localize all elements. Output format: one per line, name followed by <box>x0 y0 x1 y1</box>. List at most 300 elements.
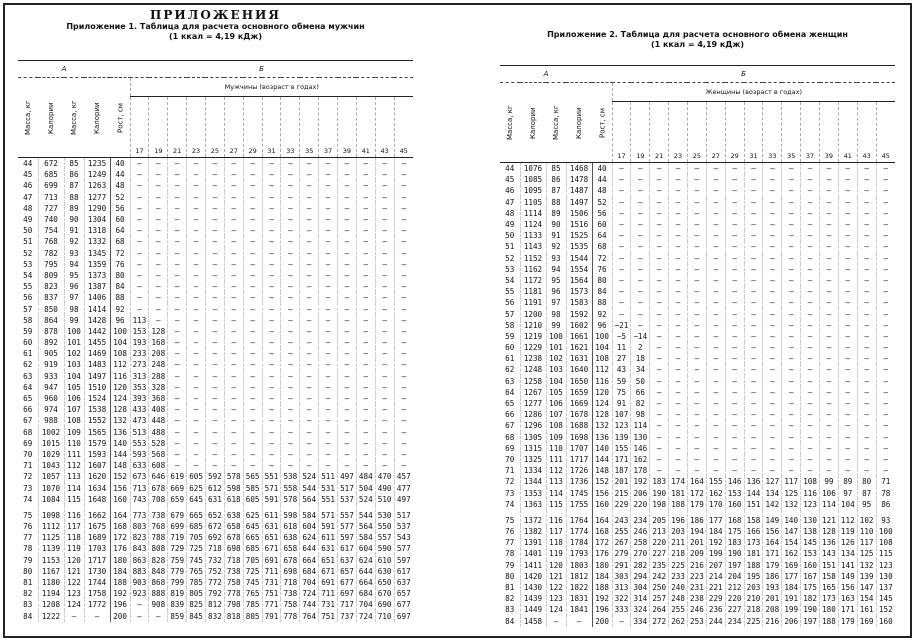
table-cell: 908 <box>149 599 168 610</box>
table-cell: — <box>687 454 706 465</box>
table-cell: 1153 <box>38 555 64 566</box>
table-cell: — <box>300 337 319 348</box>
table-cell: 1248 <box>520 364 546 375</box>
table-cell: — <box>187 292 206 303</box>
table-cell: 207 <box>706 560 725 571</box>
table-cell: — <box>356 158 375 170</box>
table-cell: 670 <box>375 588 394 599</box>
table-cell: 1689 <box>84 532 110 543</box>
table-cell: — <box>838 432 857 443</box>
table-cell: 713 <box>130 482 149 493</box>
table-cell: 117 <box>857 537 876 548</box>
table-cell: — <box>669 297 688 308</box>
table-cell: 44 <box>23 159 33 169</box>
table-cell: — <box>706 253 725 264</box>
table-cell: — <box>857 432 876 443</box>
table-cell: 751 <box>262 588 281 599</box>
table-cell: 172 <box>110 532 130 543</box>
table-cell: — <box>876 174 895 185</box>
table-cell: 123 <box>876 560 895 571</box>
table-cell: — <box>763 163 782 175</box>
table-cell: 151 <box>744 499 763 510</box>
table-cell: — <box>669 342 688 353</box>
table-cell: — <box>801 219 820 230</box>
table-cell: 923 <box>130 588 149 599</box>
table-cell: 56 <box>23 293 33 303</box>
mass-header: Масса, кг <box>500 83 520 163</box>
table-cell: 124 <box>110 393 130 404</box>
table-row <box>18 192 413 203</box>
table-cell: 590 <box>375 543 394 554</box>
table-cell: — <box>375 259 394 270</box>
table-cell: — <box>394 203 413 214</box>
table-cell: 73 <box>505 488 515 498</box>
table-cell: — <box>631 230 650 241</box>
table-row <box>500 487 895 498</box>
table-row <box>500 560 895 571</box>
table-cell: — <box>375 203 394 214</box>
table-cell: — <box>187 192 206 203</box>
table-cell: 64 <box>505 387 515 397</box>
table-cell: 96 <box>592 320 612 331</box>
table-cell: 208 <box>763 604 782 615</box>
table-cell: 100 <box>592 331 612 342</box>
table-cell: — <box>243 281 262 292</box>
table-cell: — <box>782 219 801 230</box>
table-cell: 839 <box>168 599 187 610</box>
table-cell: — <box>281 371 300 382</box>
table-cell: — <box>187 180 206 191</box>
table-cell: — <box>857 320 876 331</box>
table-cell: 974 <box>38 404 64 415</box>
calories-header: Калории <box>566 83 592 163</box>
table-cell: 48 <box>110 180 130 191</box>
table-cell: — <box>857 465 876 476</box>
table-cell: 88 <box>592 297 612 308</box>
table-cell: 543 <box>394 532 413 543</box>
table-cell: 805 <box>187 588 206 599</box>
table-cell: 1784 <box>566 537 592 548</box>
table-cell: 1573 <box>566 286 592 297</box>
table-cell: 117 <box>546 526 566 537</box>
table-cell: — <box>375 236 394 247</box>
table-cell: — <box>168 326 187 337</box>
table-cell: 82 <box>505 594 515 604</box>
table-cell: — <box>801 297 820 308</box>
table-cell: — <box>130 180 149 191</box>
table-cell: 1167 <box>38 566 64 577</box>
table-cell: 1442 <box>84 326 110 337</box>
table-cell: 76 <box>592 264 612 275</box>
table-cell: 44 <box>110 169 130 180</box>
table-cell: — <box>631 275 650 286</box>
table-cell: 108 <box>546 420 566 431</box>
table-cell: — <box>319 225 338 236</box>
table-cell: 87 <box>857 487 876 498</box>
table-cell: 179 <box>687 499 706 510</box>
table-cell: 106 <box>64 393 84 404</box>
table-cell: — <box>706 409 725 420</box>
table-cell: — <box>375 404 394 415</box>
table-cell: — <box>763 297 782 308</box>
table-cell: — <box>801 230 820 241</box>
table-cell: 772 <box>205 577 224 588</box>
table-cell: — <box>876 163 895 175</box>
table-cell: — <box>281 236 300 247</box>
age-column-header: 17 <box>130 97 149 158</box>
table-cell: — <box>763 264 782 275</box>
table-cell: — <box>744 364 763 375</box>
table-cell: 798 <box>224 599 243 610</box>
table-cell: — <box>187 359 206 370</box>
table-cell: — <box>650 253 669 264</box>
table-cell: — <box>782 331 801 342</box>
table-cell: 1478 <box>566 174 592 185</box>
table-cell: 724 <box>356 611 375 622</box>
table-cell: 132 <box>857 560 876 571</box>
table-cell: 79 <box>23 555 33 565</box>
table-cell: 652 <box>205 505 224 521</box>
table-cell: — <box>168 259 187 270</box>
table-cell: 291 <box>612 560 631 571</box>
table-cell: 152 <box>110 471 130 482</box>
table-cell: — <box>149 281 168 292</box>
table-cell: — <box>725 230 744 241</box>
table-cell: — <box>801 443 820 454</box>
table-cell: — <box>205 415 224 426</box>
table-cell: 1162 <box>520 264 546 275</box>
table-cell: 1631 <box>566 353 592 364</box>
table-cell: 108 <box>110 348 130 359</box>
table-cell: 107 <box>64 404 84 415</box>
table-cell: — <box>243 292 262 303</box>
table-row <box>500 443 895 454</box>
table-cell: 490 <box>375 482 394 493</box>
table-cell: — <box>262 180 281 191</box>
table-cell: — <box>706 174 725 185</box>
height-header: Рост, см <box>592 83 612 163</box>
table-cell: 244 <box>706 616 725 627</box>
table-cell: — <box>262 337 281 348</box>
table-cell: — <box>838 163 857 175</box>
table-cell: 89 <box>838 476 857 487</box>
table-cell: 235 <box>650 560 669 571</box>
table-cell: — <box>356 315 375 326</box>
table-cell: 1730 <box>84 566 110 577</box>
table-cell: — <box>857 409 876 420</box>
table-cell: — <box>763 208 782 219</box>
table-row <box>18 337 413 348</box>
table-cell: 778 <box>281 611 300 622</box>
table-cell: 718 <box>281 577 300 588</box>
table-cell: — <box>650 230 669 241</box>
table-cell: 223 <box>687 571 706 582</box>
table-cell: — <box>763 174 782 185</box>
table-cell: 68 <box>592 241 612 252</box>
table-cell: — <box>706 219 725 230</box>
table-cell: — <box>262 359 281 370</box>
table-cell: 119 <box>546 548 566 559</box>
table-cell: — <box>319 169 338 180</box>
table-cell: — <box>744 432 763 443</box>
table-cell: 617 <box>394 566 413 577</box>
table-cell: 504 <box>356 482 375 493</box>
table-cell: 710 <box>375 611 394 622</box>
table-cell: 705 <box>187 532 206 543</box>
table-cell: 97 <box>838 487 857 498</box>
table-cell: — <box>338 393 357 404</box>
table-cell: 186 <box>687 510 706 526</box>
table-cell: 611 <box>319 532 338 543</box>
table-cell: 731 <box>262 577 281 588</box>
table-cell: — <box>744 342 763 353</box>
table-cell: — <box>669 432 688 443</box>
table-cell: 1678 <box>566 409 592 420</box>
table-cell: — <box>205 449 224 460</box>
table-cell: 47 <box>23 192 33 202</box>
table-cell: 477 <box>394 482 413 493</box>
table-cell: 799 <box>168 577 187 588</box>
table-cell: 724 <box>300 588 319 599</box>
table-cell: — <box>725 208 744 219</box>
table-cell: 123 <box>801 499 820 510</box>
table-cell: — <box>706 320 725 331</box>
table-row <box>500 398 895 409</box>
table-cell: 1315 <box>520 443 546 454</box>
table-cell: — <box>224 348 243 359</box>
age-column-header: 37 <box>319 97 338 158</box>
table-cell: 303 <box>612 571 631 582</box>
table-cell: — <box>338 180 357 191</box>
table-cell: — <box>187 438 206 449</box>
table-row <box>18 203 413 214</box>
table-cell: — <box>168 292 187 303</box>
table-cell: — <box>356 326 375 337</box>
table-cell: — <box>612 308 631 319</box>
table-cell: 585 <box>243 482 262 493</box>
table-cell: — <box>650 241 669 252</box>
age-column-header: 25 <box>205 97 224 158</box>
table-cell: 1774 <box>566 526 592 537</box>
table-row <box>18 611 413 622</box>
table-cell: 122 <box>64 577 84 588</box>
table-cell: 673 <box>130 471 149 482</box>
table-cell: — <box>394 393 413 404</box>
table-cell: — <box>187 348 206 359</box>
table-cell: 785 <box>187 577 206 588</box>
table-cell: 124 <box>64 599 84 610</box>
table-cell: — <box>782 264 801 275</box>
table-cell: 77 <box>505 538 515 548</box>
table-cell: — <box>187 460 206 471</box>
table-cell: 294 <box>631 571 650 582</box>
table-row <box>18 449 413 460</box>
table-cell: 67 <box>505 421 515 431</box>
table-row <box>500 253 895 264</box>
table-cell: 1043 <box>38 460 64 471</box>
table-cell: 645 <box>187 494 206 505</box>
table-cell: 671 <box>319 566 338 577</box>
table-cell: 206 <box>782 616 801 627</box>
table-cell: 314 <box>631 593 650 604</box>
table-cell: 1497 <box>566 197 592 208</box>
table-cell: 63 <box>505 376 515 386</box>
table-cell: 181 <box>669 487 688 498</box>
table-cell: 1235 <box>84 158 110 170</box>
table-cell: — <box>300 460 319 471</box>
table-cell: — <box>650 409 669 420</box>
table-cell: 165 <box>820 582 839 593</box>
table-cell: — <box>687 320 706 331</box>
table-cell: 229 <box>706 593 725 604</box>
table-cell: 2 <box>631 342 650 353</box>
table-cell: 116 <box>110 371 130 382</box>
table-cell: 765 <box>243 588 262 599</box>
table-cell: 630 <box>375 566 394 577</box>
table-cell: — <box>650 353 669 364</box>
table-cell: 659 <box>168 494 187 505</box>
age-column-header: 43 <box>375 97 394 158</box>
table-cell: 313 <box>130 371 149 382</box>
table-cell: 167 <box>801 571 820 582</box>
table-cell: 650 <box>375 577 394 588</box>
table-cell: — <box>375 415 394 426</box>
table-cell: 618 <box>281 521 300 532</box>
table-cell: — <box>566 616 592 627</box>
table-cell: — <box>838 241 857 252</box>
table-cell: 118 <box>546 537 566 548</box>
table-cell: 192 <box>706 537 725 548</box>
table-cell: 145 <box>801 537 820 548</box>
table-cell: 524 <box>300 471 319 482</box>
table-cell: 1812 <box>566 571 592 582</box>
table-cell: 96 <box>110 315 130 326</box>
table-cell: 433 <box>130 404 149 415</box>
table-cell: — <box>300 203 319 214</box>
table-cell: 137 <box>876 582 895 593</box>
table-cell: — <box>801 376 820 387</box>
table-cell: 1391 <box>520 537 546 548</box>
table-cell: 393 <box>130 393 149 404</box>
table-cell: — <box>687 364 706 375</box>
table-cell: 236 <box>706 604 725 615</box>
table-cell: 758 <box>224 577 243 588</box>
table-cell: 243 <box>612 510 631 526</box>
table-cell: — <box>338 415 357 426</box>
table-cell: — <box>725 264 744 275</box>
table-cell: 638 <box>224 505 243 521</box>
table-cell: — <box>669 163 688 175</box>
table-cell: — <box>243 382 262 393</box>
table-cell: 64 <box>110 225 130 236</box>
table-cell: 141 <box>838 560 857 571</box>
table-row <box>500 548 895 559</box>
table-cell: — <box>394 371 413 382</box>
table-cell: — <box>669 387 688 398</box>
table-cell: 89 <box>64 203 84 214</box>
table-cell: — <box>205 371 224 382</box>
table-cell: 160 <box>592 499 612 510</box>
table-cell: — <box>669 454 688 465</box>
table-cell: — <box>763 197 782 208</box>
table-cell: 322 <box>612 593 631 604</box>
table-cell: — <box>149 270 168 281</box>
table-cell: — <box>262 393 281 404</box>
mass-header: Масса, кг <box>64 78 84 158</box>
table-cell: — <box>375 438 394 449</box>
table-cell: 1841 <box>566 604 592 615</box>
table-cell: 1180 <box>38 577 64 588</box>
table-cell: 1535 <box>566 241 592 252</box>
table-cell: 50 <box>505 231 515 241</box>
age-column-header: 23 <box>187 97 206 158</box>
table-cell: — <box>187 449 206 460</box>
table-cell: 68 <box>110 236 130 247</box>
table-cell: 644 <box>300 543 319 554</box>
table-cell: 1095 <box>520 185 546 196</box>
table-cell: — <box>725 387 744 398</box>
table-cell: 665 <box>187 505 206 521</box>
table-cell: — <box>319 192 338 203</box>
table-cell: — <box>168 415 187 426</box>
table-cell: 155 <box>706 476 725 487</box>
table-cell: — <box>319 214 338 225</box>
table-cell: — <box>820 163 839 175</box>
table-cell: 44 <box>505 164 515 174</box>
table-cell: — <box>744 398 763 409</box>
table-cell: — <box>224 382 243 393</box>
table-cell: — <box>224 326 243 337</box>
table-cell: — <box>820 353 839 364</box>
table-cell: 513 <box>130 427 149 438</box>
table-cell: — <box>744 387 763 398</box>
table-cell: 34 <box>631 364 650 375</box>
table-cell: 752 <box>205 566 224 577</box>
table-cell: — <box>375 460 394 471</box>
table-cell: 171 <box>838 604 857 615</box>
table-cell: 111 <box>546 454 566 465</box>
table-cell: 612 <box>205 482 224 493</box>
table-cell: — <box>857 185 876 196</box>
table-cell: 52 <box>23 248 33 258</box>
table-cell: 484 <box>356 471 375 482</box>
table-cell: 45 <box>23 170 33 180</box>
table-row <box>500 163 895 175</box>
table-row <box>18 566 413 577</box>
group-b-label: Б <box>592 66 895 83</box>
table-cell: — <box>838 331 857 342</box>
table-cell: — <box>394 158 413 170</box>
table-cell: 128 <box>110 404 130 415</box>
table-cell: 1744 <box>84 577 110 588</box>
table-cell: 625 <box>243 505 262 521</box>
table-cell: 130 <box>801 510 820 526</box>
table-cell: 136 <box>592 432 612 443</box>
table-cell: 106 <box>546 398 566 409</box>
table-cell: — <box>168 371 187 382</box>
table-cell: — <box>857 197 876 208</box>
table-cell: — <box>876 465 895 476</box>
table-cell: 171 <box>612 454 631 465</box>
table-cell: 190 <box>801 604 820 615</box>
table-cell: — <box>631 163 650 175</box>
table-cell: 160 <box>801 560 820 571</box>
table-cell: 538 <box>281 471 300 482</box>
table-cell: 220 <box>650 537 669 548</box>
table-cell: — <box>224 427 243 438</box>
table-cell: 99 <box>546 320 566 331</box>
table-cell: 270 <box>631 548 650 559</box>
